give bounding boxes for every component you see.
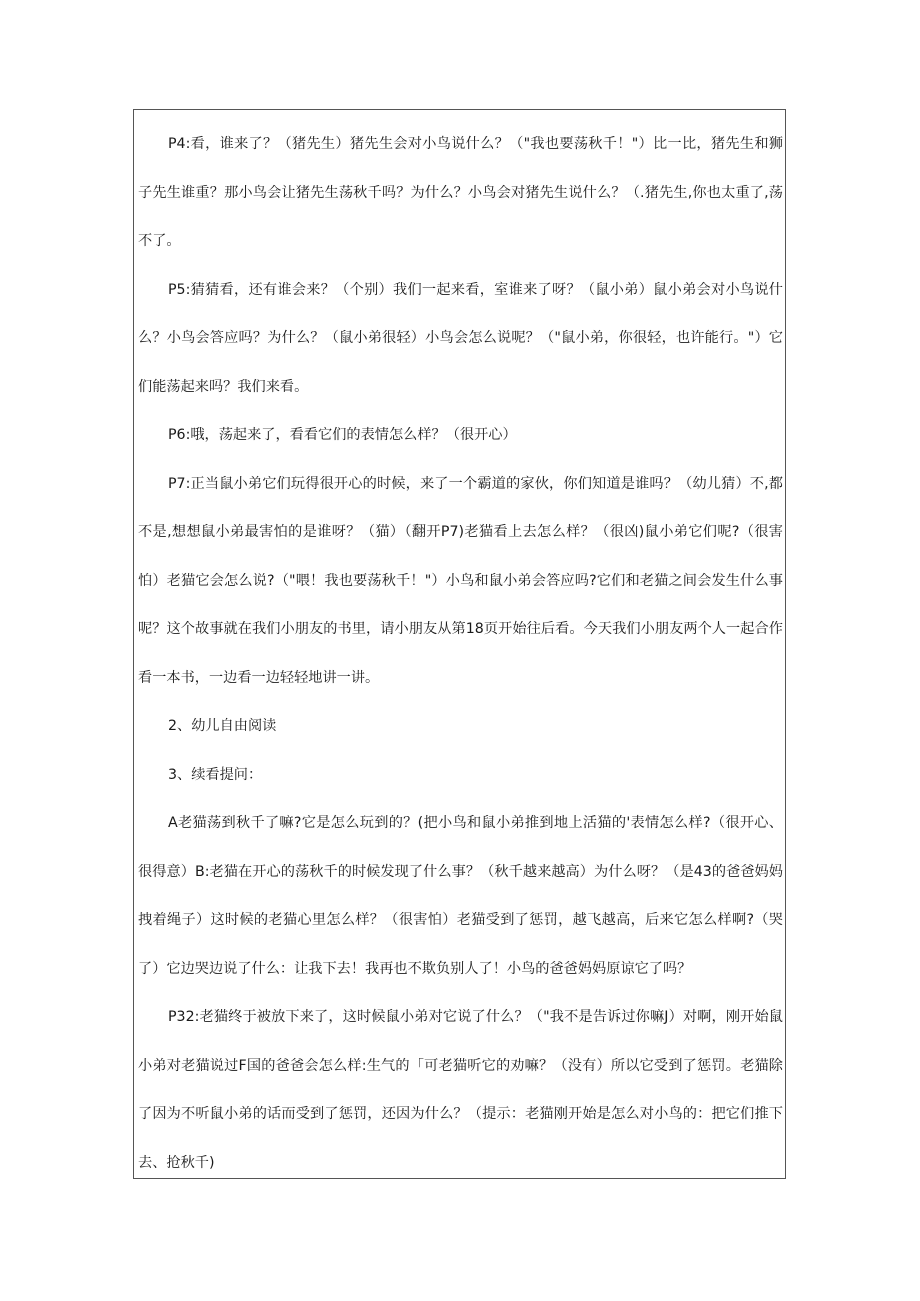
paragraph-p7: P7:正当鼠小弟它们玩得很开心的时候，来了一个霸道的家伙，你们知道是谁吗？（幼儿猜）不,都不是,想想鼠小弟最害怕的是谁呀？（猫）（翻开P7)老猫看上去怎么样？（很凶)鼠小弟它们呢?（很害怕）老猫它会怎么说?（"喂！我也要荡秋千！"）小鸟和鼠小弟会答应吗?它们和老猫之间会发生什么事呢？这个故事就在我们小朋友的书里，请小朋友从第18页开始往后看。今天我们小朋友两个人一起合作看一本书，一边看一边轻轻地讲一讲。: [138, 475, 783, 686]
paragraph-p6: P6:哦，荡起来了，看看它们的表情怎么样？（很开心）: [168, 427, 517, 443]
paragraph-free-reading: 2、幼儿自由阅读: [168, 718, 277, 734]
paragraph-questions-ab: A老猫荡到秋千了嘛?它是怎么玩到的？(把小鸟和鼠小弟推到地上活猫的'表情怎么样?（很开心、很得意）B:老猫在开心的荡秋千的时候发现了什么事？（秋千越来越高）为什么呀？（是43的爸爸妈妈拽着绳子）这时候的老猫心里怎么样？（很害怕）老猫受到了惩罚，越飞越高，后来它怎么样啊?（哭了）它边哭边说了什么：让我下去！我再也不欺负别人了！小鸟的爸爸妈妈原谅它了吗？: [138, 815, 783, 977]
paragraph-p4: P4:看，谁来了？（猪先生）猪先生会对小鸟说什么？（"我也要荡秋千！"）比一比，猪先生和狮子先生谁重？那小鸟会让猪先生荡秋千吗？为什么？小鸟会对猪先生说什么？（.猪先生,你也太重了,荡不了。: [138, 136, 783, 249]
paragraph-p5: P5:猜猜看，还有谁会来？（个别）我们一起来看，室谁来了呀？（鼠小弟）鼠小弟会对小鸟说什么？小鸟会答应吗？为什么？（鼠小弟很轻）小鸟会怎么说呢？（"鼠小弟，你很轻，也许能行。"）它们能荡起来吗？我们来看。: [138, 281, 783, 395]
lesson-text-body: [138, 120, 783, 1187]
paragraph-questions-heading: 3、续看提问：: [168, 766, 263, 783]
paragraph-p32: P32:老猫终于被放下来了，这时候鼠小弟对它说了什么？（"我不是告诉过你嘛J）对啊，刚开始鼠小弟对老猫说过F国的爸爸会怎么样:生气的「可老猫听它的劝嘛？（没有）所以它受到了惩罚。老猫除了因为不听鼠小弟的话而受到了惩罚，还因为什么？（提示：老猫刚开始是怎么对小鸟的：把它们推下去、抢秋千): [138, 1009, 783, 1171]
